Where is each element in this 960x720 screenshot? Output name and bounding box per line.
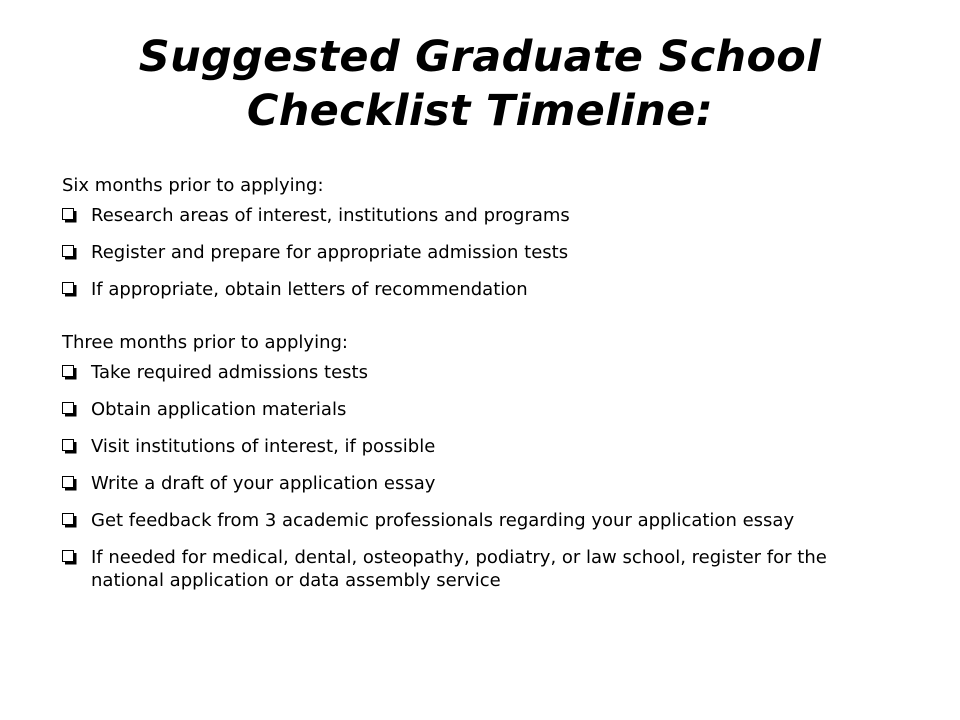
list-item-text: If needed for medical, dental, osteopathy, podiatry, or law school, register for the national application or data assembly service — [91, 547, 827, 591]
list-item — [62, 435, 902, 458]
list-item — [62, 241, 902, 264]
list-item — [62, 278, 902, 301]
list-item — [62, 204, 902, 227]
checklist-content — [62, 174, 902, 606]
list-item-text: Write a draft of your application essay — [91, 473, 436, 494]
list-item-text: Get feedback from 3 academic professionals regarding your application essay — [91, 510, 795, 531]
list-item — [62, 509, 902, 532]
checkbox-icon — [62, 208, 77, 223]
list-item — [62, 361, 902, 384]
checkbox-icon — [62, 550, 77, 565]
checkbox-icon — [62, 365, 77, 380]
list-item — [62, 546, 902, 592]
checkbox-icon — [62, 245, 77, 260]
page-title-line-1: Suggested Graduate School — [138, 32, 822, 82]
checkbox-icon — [62, 402, 77, 417]
page-title-line-2: Checklist Timeline: — [246, 86, 714, 136]
checkbox-icon — [62, 282, 77, 297]
list-item-text: Visit institutions of interest, if possible — [91, 436, 436, 457]
page-title — [0, 30, 960, 138]
list-item-text: Take required admissions tests — [91, 362, 368, 383]
section-heading: Six months prior to applying: — [62, 175, 324, 196]
list-item-text: Research areas of interest, institutions and programs — [91, 205, 570, 226]
list-item-text: If appropriate, obtain letters of recommendation — [91, 279, 528, 300]
list-item-text: Obtain application materials — [91, 399, 347, 420]
list-item-text: Register and prepare for appropriate admission tests — [91, 242, 569, 263]
list-item — [62, 472, 902, 495]
list-item — [62, 398, 902, 421]
checkbox-icon — [62, 439, 77, 454]
checkbox-icon — [62, 476, 77, 491]
section-heading: Three months prior to applying: — [62, 332, 348, 353]
section-six-months — [62, 174, 902, 301]
section-spacer — [62, 315, 902, 331]
checkbox-icon — [62, 513, 77, 528]
section-three-months — [62, 331, 902, 592]
